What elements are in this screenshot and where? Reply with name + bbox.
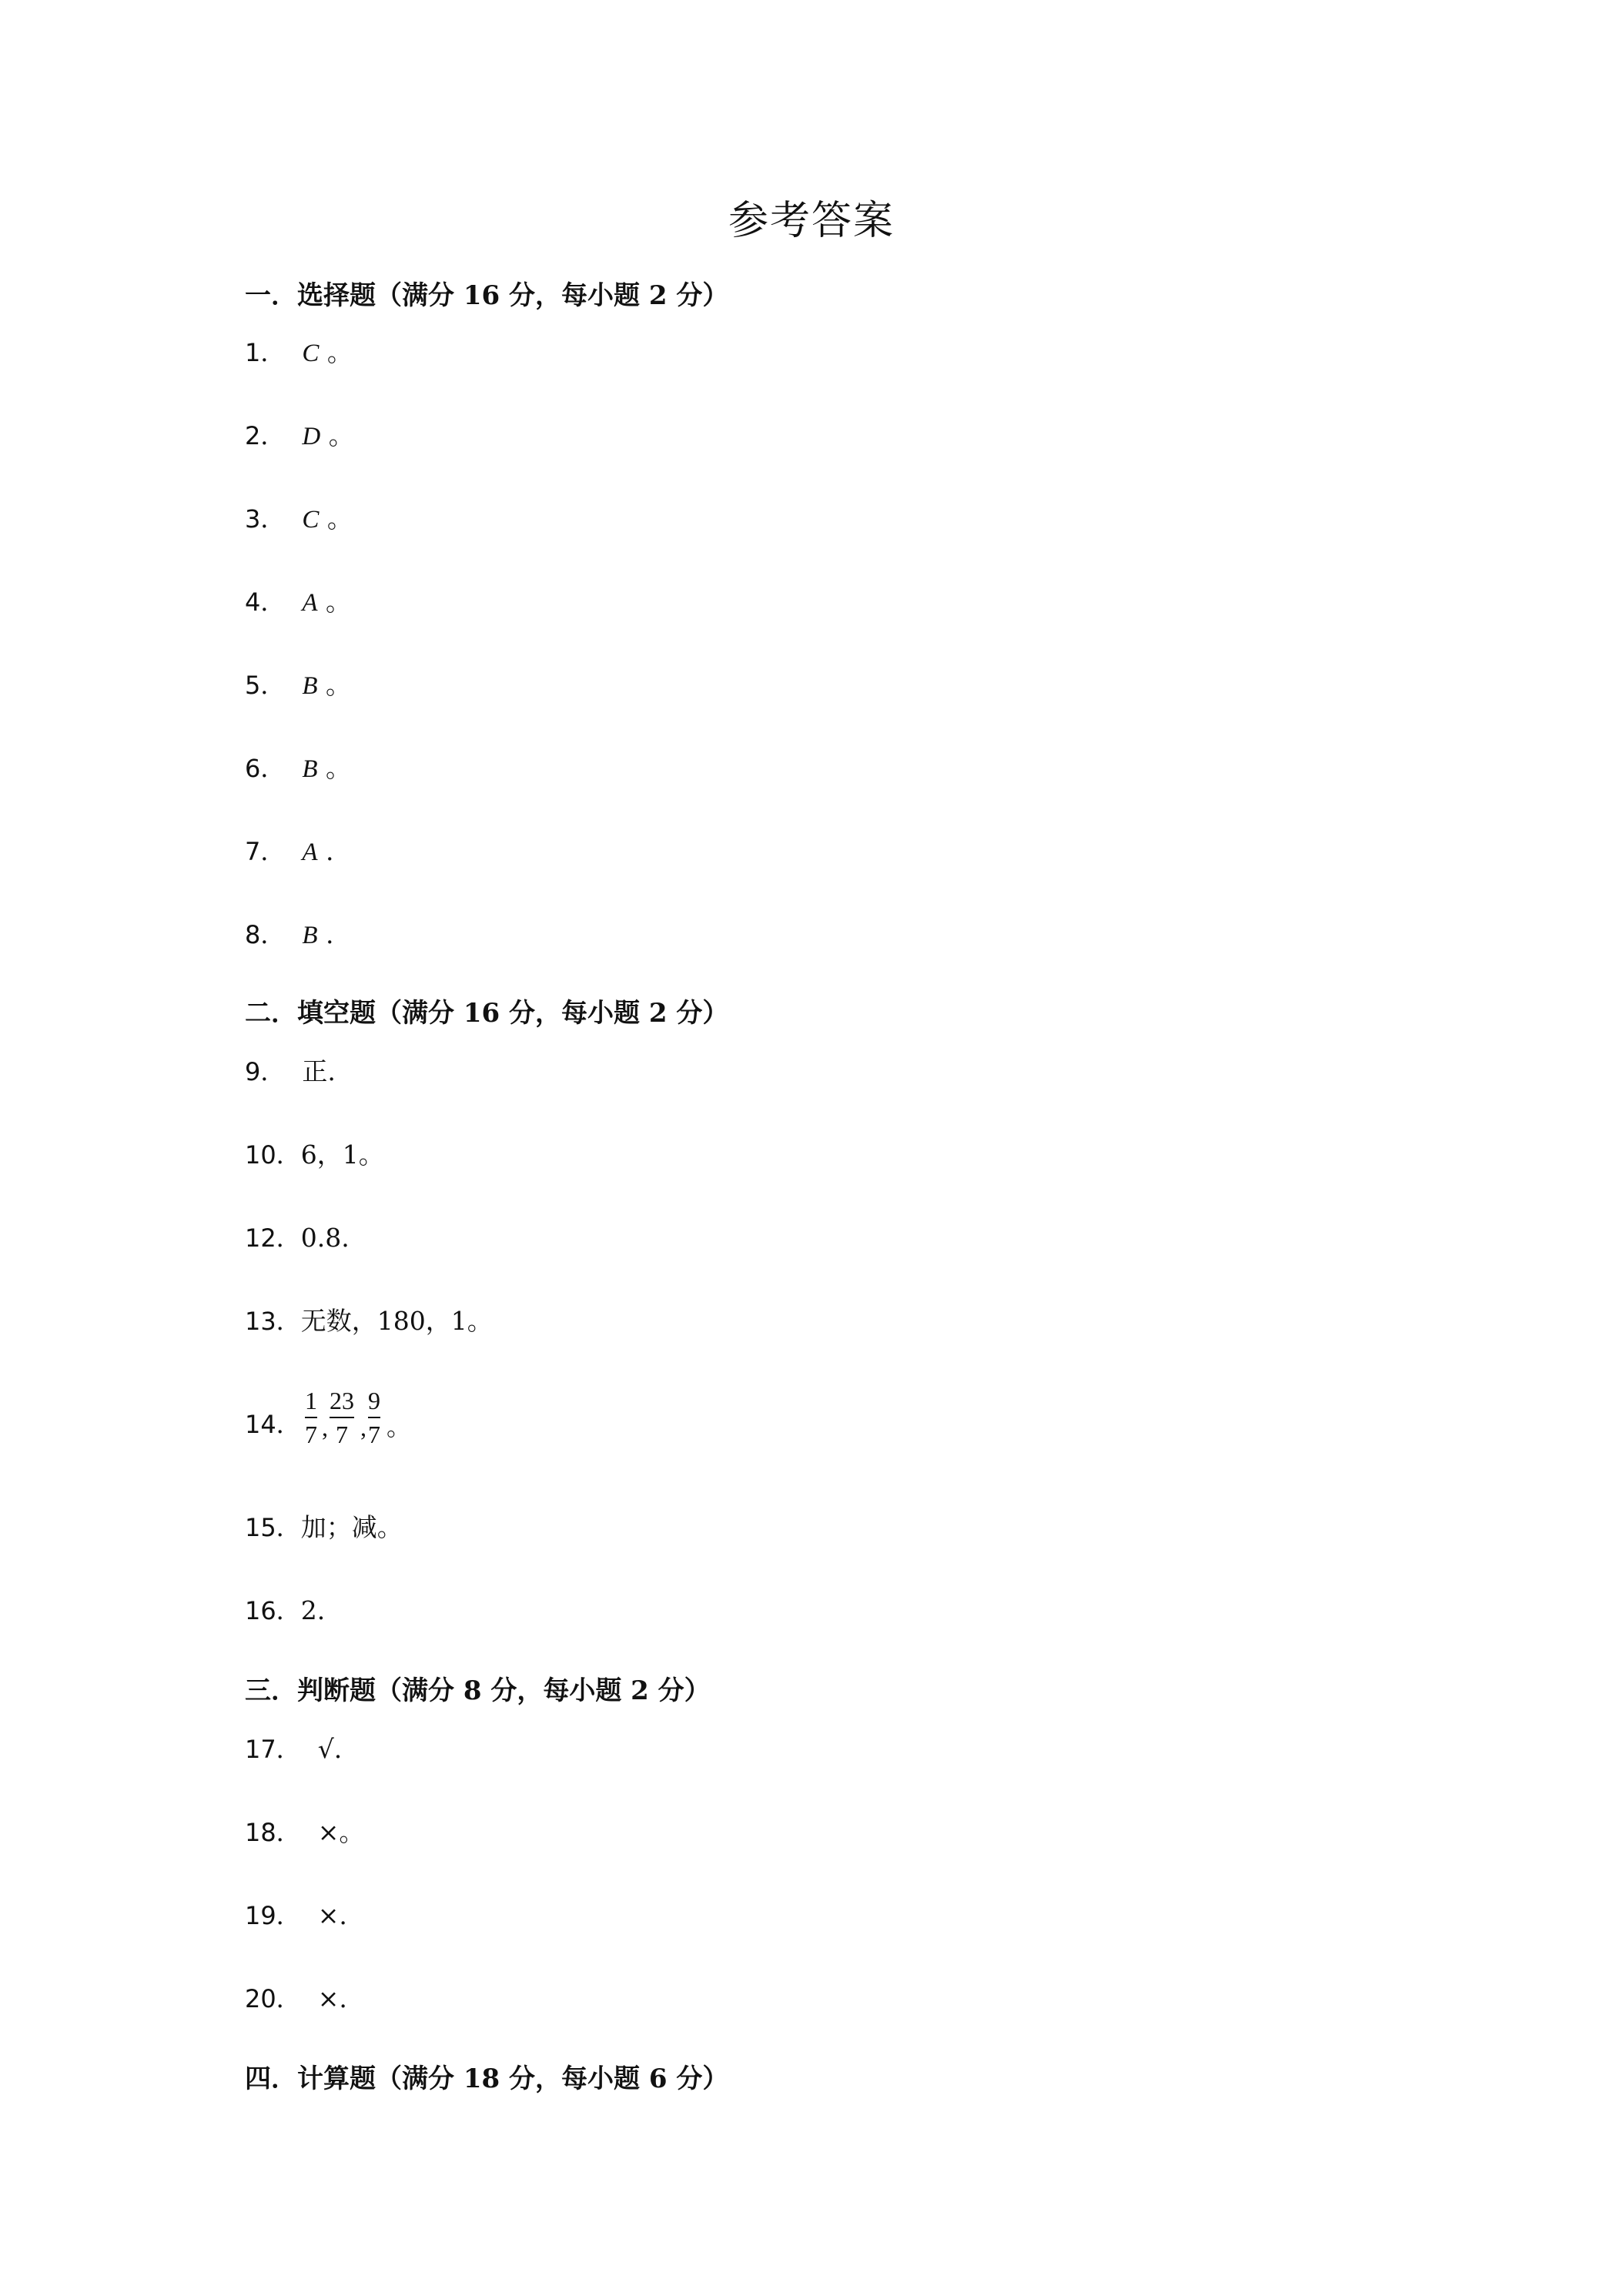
item-number: 3． xyxy=(245,504,286,534)
list-item xyxy=(245,502,353,537)
list-item xyxy=(245,1899,347,1933)
fraction-bar xyxy=(330,1417,354,1418)
fraction-separator: , xyxy=(360,1414,366,1441)
item-end: 。 xyxy=(326,337,353,367)
list-item xyxy=(245,835,334,869)
item-answer: D xyxy=(302,423,321,450)
section-heading-choice: 一．选择题（满分 16 分，每小题 2 分） xyxy=(245,280,729,311)
item-number: 8． xyxy=(245,920,286,949)
item-answer: 正. xyxy=(302,1056,336,1086)
fraction-bar xyxy=(305,1417,317,1418)
fraction-denominator: 7 xyxy=(368,1421,380,1448)
fraction-separator: , xyxy=(322,1414,328,1441)
list-item xyxy=(245,1304,493,1338)
fraction-1 xyxy=(305,1386,317,1449)
item-answer: C xyxy=(302,340,320,367)
item-answer: 0.8. xyxy=(300,1223,350,1253)
item-answer: ×. xyxy=(317,1900,347,1930)
item-number: 14． xyxy=(245,1410,301,1439)
item-number: 19． xyxy=(245,1901,301,1930)
item-number: 16． xyxy=(245,1596,301,1625)
item-end: 。 xyxy=(328,420,354,450)
item-end: 。 xyxy=(326,753,352,783)
list-item xyxy=(245,1221,350,1255)
item-end: . xyxy=(326,919,334,949)
item-number: 15． xyxy=(245,1513,301,1542)
list-item xyxy=(245,1138,384,1172)
item-answer: 2. xyxy=(300,1595,326,1625)
item-number: 20． xyxy=(245,1984,301,2013)
item-answer: B xyxy=(302,672,318,700)
item-end: 。 xyxy=(387,1412,412,1441)
item-end: 。 xyxy=(326,587,352,617)
item-number: 6． xyxy=(245,754,286,783)
list-item xyxy=(245,668,351,703)
section-heading-fill: 二．填空题（满分 16 分，每小题 2 分） xyxy=(245,998,729,1029)
item-answer: 无数，180，1。 xyxy=(300,1306,493,1336)
fraction-numerator: 1 xyxy=(305,1387,317,1414)
item-number: 12． xyxy=(245,1223,301,1253)
list-item xyxy=(245,585,351,620)
list-item xyxy=(245,1055,336,1089)
fraction-numerator: 9 xyxy=(368,1387,380,1414)
item-answer: ×. xyxy=(317,1983,347,2013)
item-answer: 加；减。 xyxy=(300,1512,403,1542)
item-number: 9． xyxy=(245,1057,286,1086)
item-number: 2． xyxy=(245,421,286,450)
list-item xyxy=(245,1594,325,1628)
fraction-2 xyxy=(330,1386,354,1449)
item-end: 。 xyxy=(326,670,352,700)
item-number: 5． xyxy=(245,671,286,700)
item-answer: A xyxy=(302,838,318,866)
item-number: 17． xyxy=(245,1735,301,1764)
item-number: 1． xyxy=(245,338,286,367)
item-number: 4． xyxy=(245,587,286,617)
item-answer: 6，1。 xyxy=(300,1140,384,1170)
list-item xyxy=(245,918,334,952)
item-number: 7． xyxy=(245,837,286,866)
item-answer: C xyxy=(302,506,320,534)
item-answer: B xyxy=(302,755,318,783)
item-number: 18． xyxy=(245,1818,301,1847)
item-answer: √. xyxy=(317,1734,343,1764)
fraction-bar xyxy=(368,1417,380,1418)
list-item xyxy=(245,336,353,370)
list-item xyxy=(245,419,354,454)
fraction-denominator: 7 xyxy=(336,1421,348,1448)
list-item xyxy=(245,751,351,786)
list-item xyxy=(245,1982,347,2016)
list-item xyxy=(245,1732,342,1766)
item-end: . xyxy=(326,836,334,866)
item-answer: B xyxy=(302,922,318,949)
fraction-numerator: 23 xyxy=(330,1387,354,1414)
fraction-3 xyxy=(368,1386,380,1449)
list-item xyxy=(245,1816,364,1849)
item-number: 13． xyxy=(245,1307,301,1336)
item-number: 10． xyxy=(245,1140,301,1170)
fraction-denominator: 7 xyxy=(305,1421,317,1448)
section-heading-judge: 三．判断题（满分 8 分，每小题 2 分） xyxy=(245,1675,711,1706)
item-end: 。 xyxy=(326,504,353,534)
section-heading-calc: 四．计算题（满分 18 分，每小题 6 分） xyxy=(245,2063,729,2094)
item-answer: ×。 xyxy=(317,1817,365,1847)
list-item xyxy=(245,1511,403,1545)
page-title: 参考答案 xyxy=(728,198,895,244)
item-answer: A xyxy=(302,589,318,617)
